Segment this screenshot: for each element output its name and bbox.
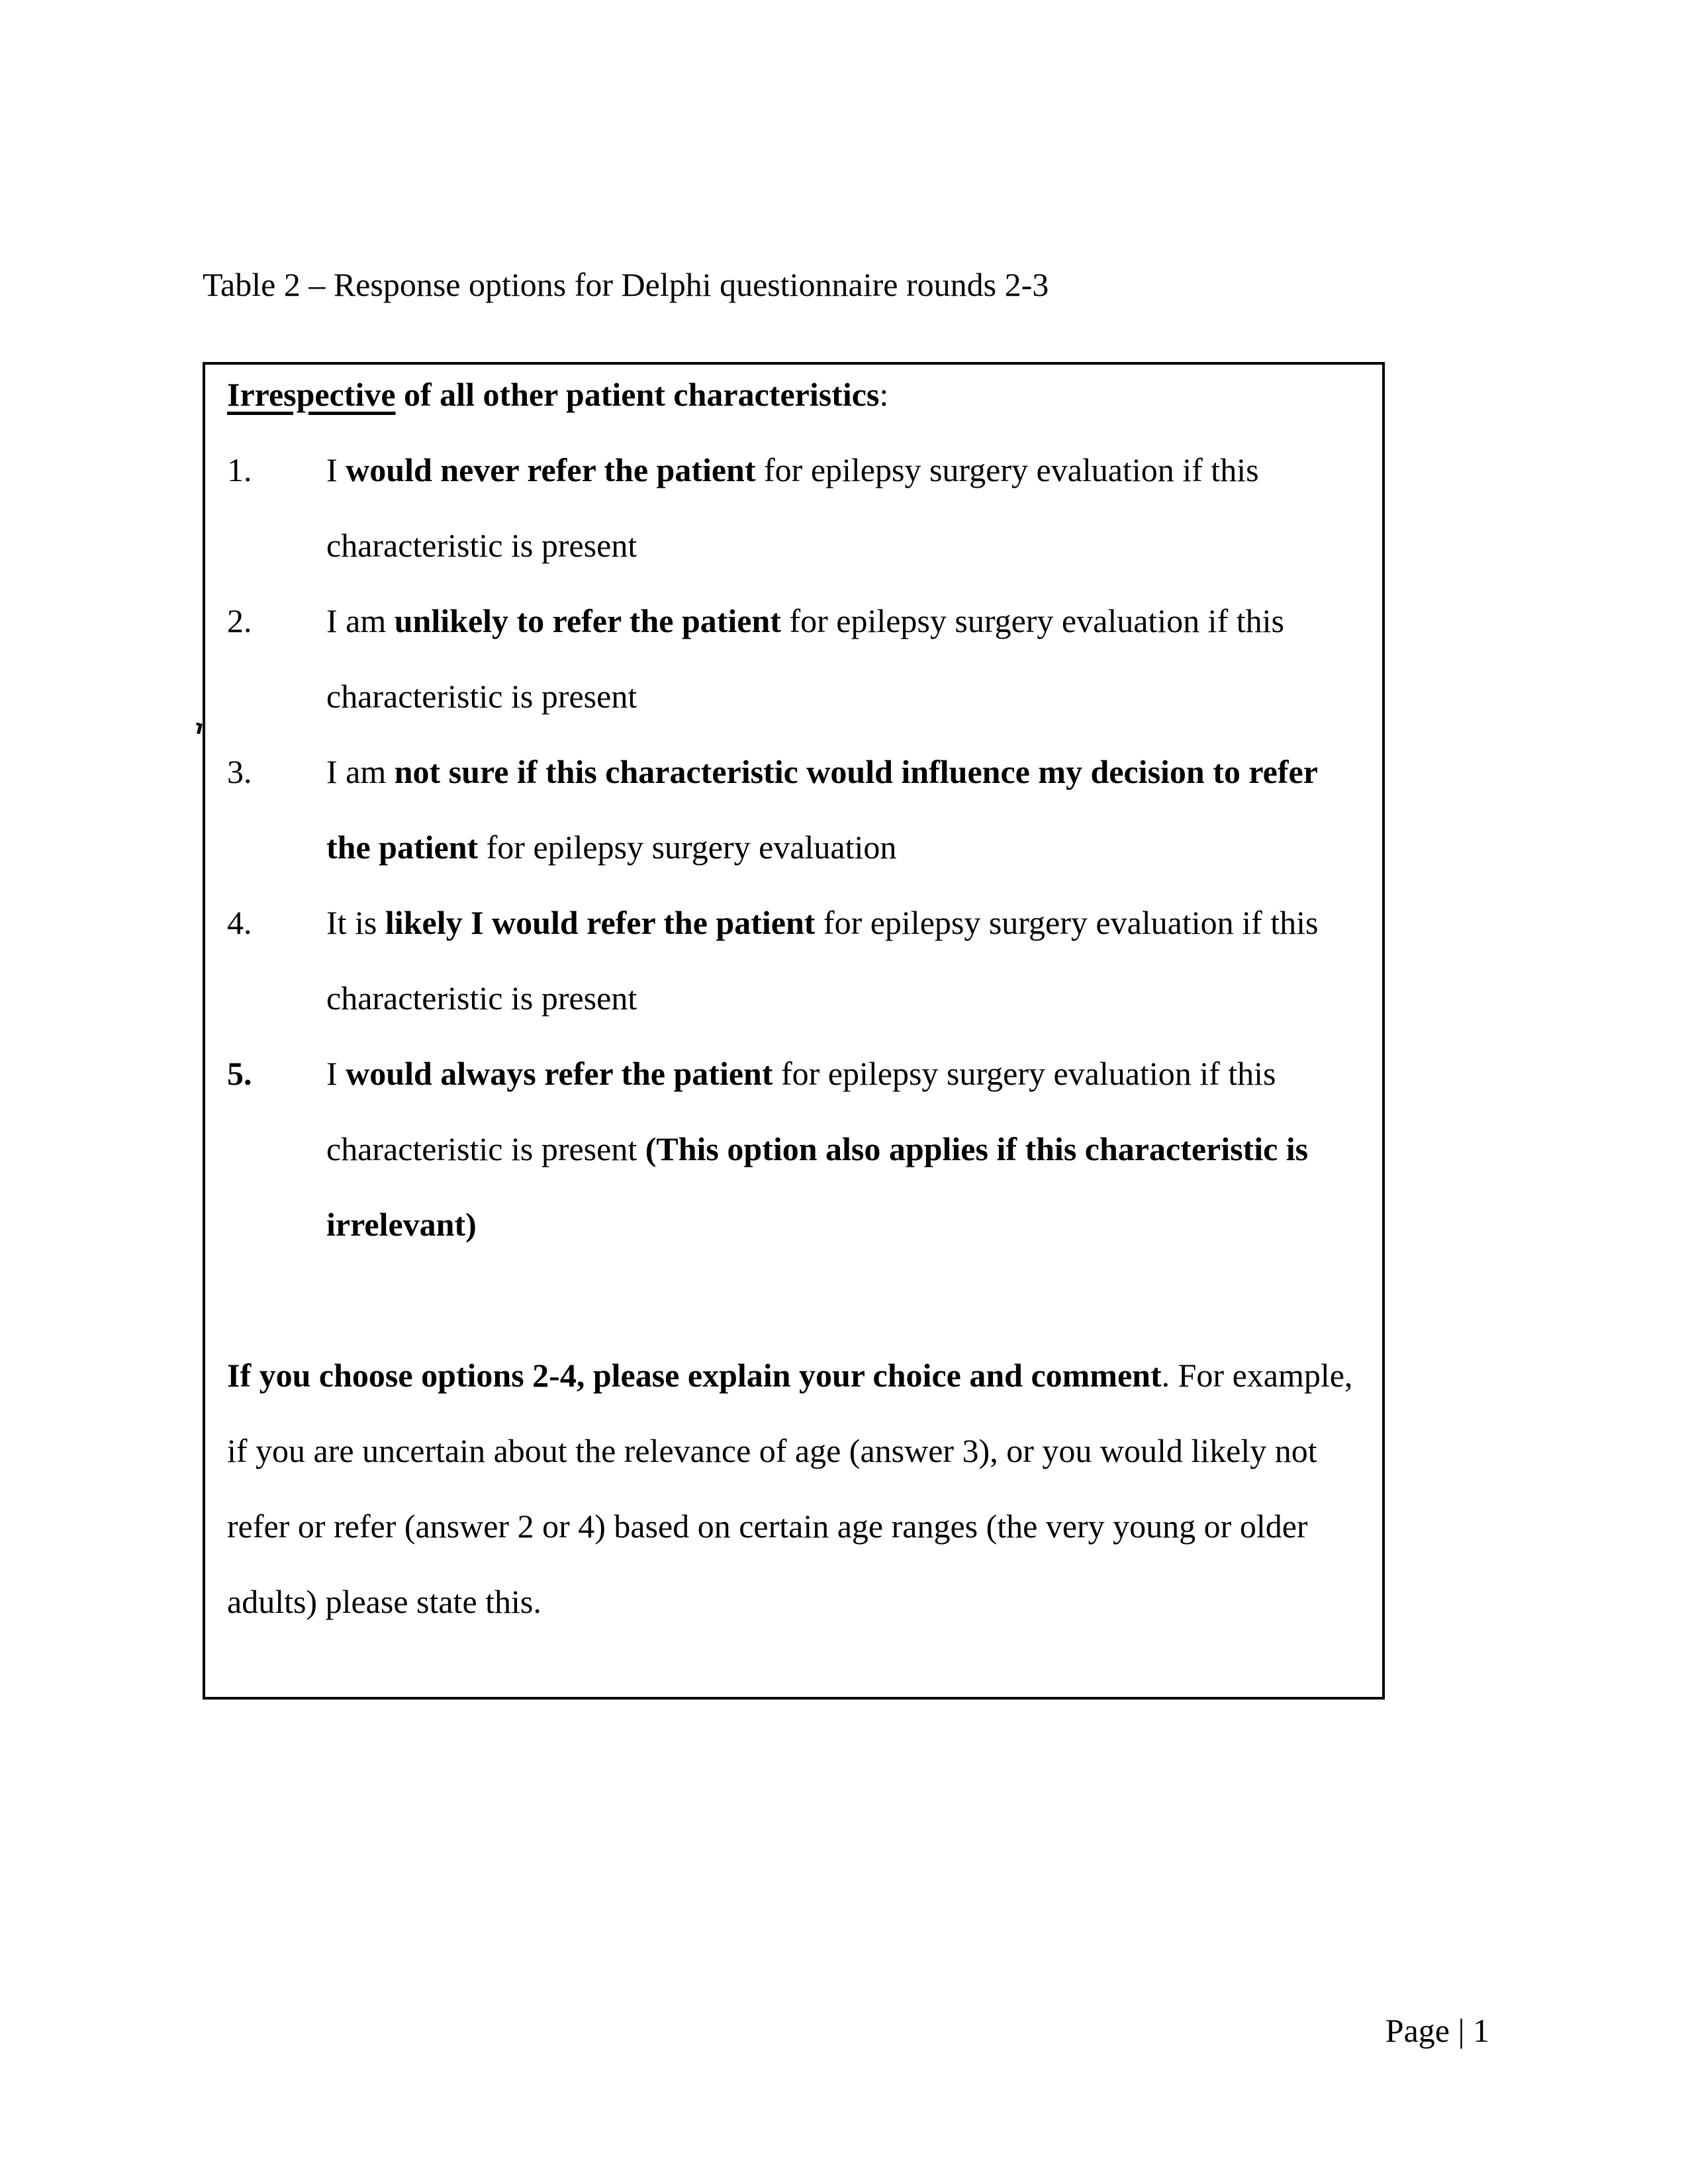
text-run: : [879,376,889,413]
text-run: if you are uncertain about the relevance of age (answer 3), or you would likely not [227,1432,1317,1469]
text-run: It is [326,904,385,941]
list-item-line-3-cont [227,809,1366,885]
text-run: the patient [326,829,479,866]
text-run: not sure if this characteristic would influence my decision to refer [394,753,1318,790]
paragraph-line [227,1564,1366,1639]
list-item-number: 4. [227,904,252,941]
list-item-number: 2. [227,602,252,639]
text-run: (This option also applies if this characteristic is [645,1130,1309,1167]
text-run: I am [326,753,395,790]
text-run: for epilepsy surgery evaluation if this [773,1055,1276,1092]
text-run: Irrespective [227,376,396,413]
list-item-line-1 [227,432,1366,508]
list-item-number: 3. [227,753,252,790]
list-item-line-2 [227,583,1366,659]
list-item-number: 1. [227,451,252,488]
text-run: refer or refer (answer 2 or 4) based on certain age ranges (the very young or older [227,1508,1308,1545]
list-item-line-2-cont [227,659,1366,734]
list-item-line-3 [227,734,1366,809]
text-run: I [326,1055,346,1092]
response-options-box [203,362,1385,1700]
text-run: for epilepsy surgery evaluation if this [780,602,1284,639]
text-run: would always refer the patient [346,1055,773,1092]
list-item-number: 5. [227,1055,252,1092]
text-run: adults) please state this. [227,1583,541,1620]
list-item-line-5-cont [227,1187,1366,1262]
text-run: I [326,451,346,488]
text-run: characteristic is present [326,527,637,564]
list-item-line-4 [227,885,1366,960]
blank-line [227,1262,1366,1338]
text-run: of all other patient characteristics [395,376,880,413]
box-content [205,357,1382,1639]
text-run: characteristic is present [326,979,637,1017]
list-item-line-5 [227,1036,1366,1111]
text-run: would never refer the patient [346,451,756,488]
text-run: If you choose options 2-4, please explain your choice and comment [227,1357,1162,1394]
text-run: characteristic is present [326,1130,645,1167]
list-item-line-4-cont [227,960,1366,1036]
list-item-line-1-cont [227,508,1366,583]
text-run: I am [326,602,395,639]
text-run: likely I would refer the patient [385,904,816,941]
page-number-footer: Page | 1 [1385,2012,1489,2049]
paragraph-line [227,1338,1366,1413]
text-run: . For example, [1161,1357,1353,1394]
text-run: for epilepsy surgery evaluation if this [755,451,1259,488]
paragraph-line [227,1413,1366,1488]
text-run: for epilepsy surgery evaluation [478,829,897,866]
box-heading-line [227,357,1366,432]
text-run: irrelevant) [326,1206,477,1243]
list-item-line-5-cont [227,1111,1366,1187]
text-run: for epilepsy surgery evaluation if this [815,904,1319,941]
text-run: unlikely to refer the patient [394,602,781,639]
stray-ink-mark [197,723,203,735]
table-caption: Table 2 – Response options for Delphi questionnaire rounds 2-3 [203,266,1049,303]
text-run: characteristic is present [326,678,637,715]
paragraph-line [227,1488,1366,1564]
